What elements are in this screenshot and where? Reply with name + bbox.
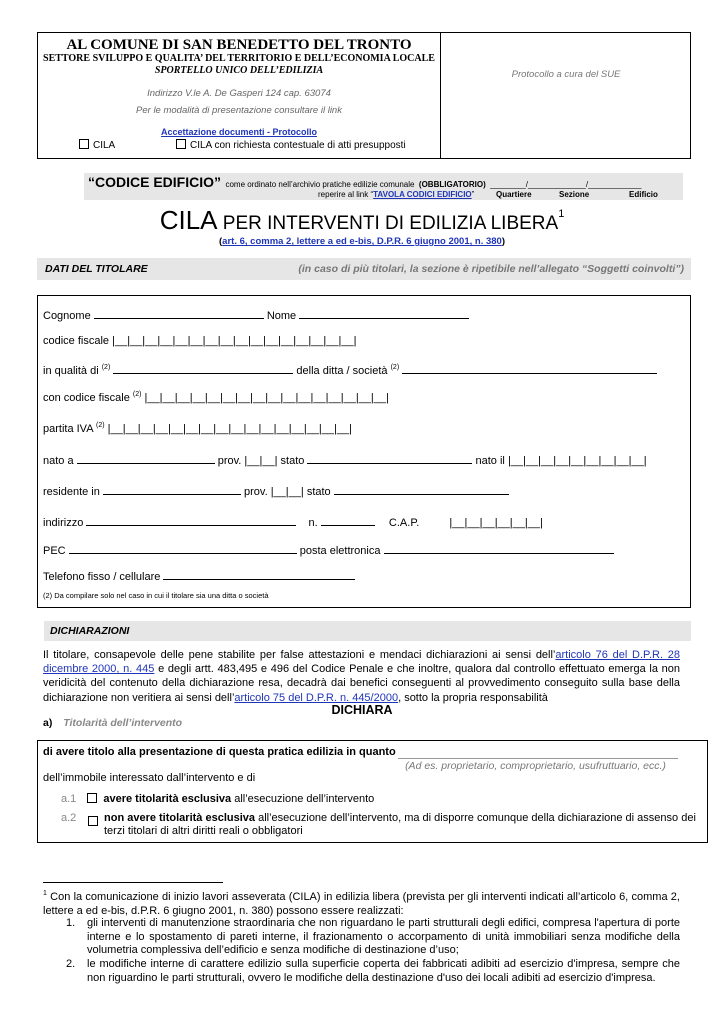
footnote-item1-num: 1. xyxy=(66,917,76,929)
codice-fiscale-input[interactable]: |__|__|__|__|__|__|__|__|__|__|__|__|__|__|__|__| xyxy=(112,335,357,347)
col-quartiere: Quartiere xyxy=(496,190,532,199)
footnote-item1: gli interventi di manutenzione straordinaria che non riguardano le parti strutturali degli edifici, compresa l'apertura di porte interne e lo spostamento di pareti interne, il frazionamento o accorpamento di unità immobiliari senza modifiche della volumetria complessiva dell’edificio e senza modifiche di destinazione d’uso; xyxy=(87,917,680,956)
header-office: SPORTELLO UNICO DELL’EDILIZIA xyxy=(154,65,324,76)
page-title: CILA PER INTERVENTI DI EDILIZIA LIBERA$^1$ xyxy=(159,205,565,235)
row-con-cf: con codice fiscale $^{(2)}$ |__|__|__|__|__|__|__|__|__|__|__|__|__|__|__|__| xyxy=(43,391,389,404)
form-footnote: (2) Da compilare solo nel caso in cui il titolare sia una ditta o società xyxy=(43,591,269,600)
footnote-item2: le modifiche interne di carattere edilizio sulla superficie coperta dei fabbricati adibiti ad esercizio d'impresa, sempre che non riguardino le parti strutturali, ovvero le modifiche della destinazione d'uso dei locali adibiti ad esercizio d'impresa. xyxy=(87,958,680,984)
cila-checkbox[interactable] xyxy=(79,139,89,149)
stato-residenza-input[interactable] xyxy=(334,484,509,495)
header-address: Indirizzo V.le A. De Gasperi 124 cap. 63074 xyxy=(147,88,331,99)
stato-nascita-input[interactable] xyxy=(307,453,472,464)
footnote-separator xyxy=(43,882,223,883)
a1-checkbox[interactable] xyxy=(87,793,97,803)
col-edificio: Edificio xyxy=(629,190,658,199)
codice-desc: come ordinato nell’archivio pratiche edilizie comunale xyxy=(225,180,415,189)
option-a1[interactable]: a.1 avere titolarità esclusiva all’esecuzione dell’intervento xyxy=(61,793,375,805)
data-nascita-input[interactable]: |__|__|__|__|__|__|__|__|__| xyxy=(507,455,647,467)
a2-num: a.2 xyxy=(61,812,77,824)
prov-residenza-input[interactable]: |__|__| xyxy=(270,486,304,498)
header-link-wrap xyxy=(38,122,440,140)
acceptance-link[interactable]: Accettazione documenti - Protocollo xyxy=(160,127,317,137)
cap-input[interactable]: |__|__|__|__|__|__| xyxy=(449,517,543,529)
row-residenza: residente in prov. |__|__| stato xyxy=(43,484,509,498)
cognome-input[interactable] xyxy=(94,308,264,319)
header-modalities: Per le modalità di presentazione consultare il link xyxy=(136,105,342,116)
title-reference: (art. 6, comma 2, lettere a ed e-bis, D.P.R. 6 giugno 2001, n. 380) xyxy=(219,236,505,247)
dati-note: (in caso di più titolari, la sezione è ripetibile nell’allegato “Soggetti coinvolti”) xyxy=(298,263,684,275)
tavola-link[interactable]: TAVOLA CODICI EDIFICIO xyxy=(373,190,472,199)
dichiarazioni-bar xyxy=(44,621,691,641)
titolo-line1: di avere titolo alla presentazione di questa pratica edilizia in quanto xyxy=(43,746,396,758)
a2-checkbox-wrap[interactable] xyxy=(88,812,102,830)
qualita-input[interactable] xyxy=(113,363,293,374)
ditta-input[interactable] xyxy=(402,363,657,374)
telefono-input[interactable] xyxy=(163,569,355,580)
row-pec: PEC posta elettronica xyxy=(43,543,614,557)
dichiarazioni-heading: DICHIARAZIONI xyxy=(50,625,130,637)
dichiara-heading: DICHIARA xyxy=(331,703,393,717)
titolo-line2: dell’immobile interessato dall’intervento e di xyxy=(43,772,256,784)
footnote-intro: $^1$ Con la comunicazione di inizio lavori asseverata (CILA) in edilizia libera (prevista per gli interventi indicati all’articolo 6, comma 2, lettere a ed e-bis, d.P.R. 6 giugno 2001, n. 380) possono essere realizzati: xyxy=(43,890,680,917)
codice-reperire: reperire al link “TAVOLA CODICI EDIFICIO” xyxy=(318,190,475,199)
prov-nascita-input[interactable]: |__|__| xyxy=(244,455,278,467)
check-cila-row[interactable]: CILA xyxy=(79,139,115,151)
row-telefono: Telefono fisso / cellulare xyxy=(43,569,355,583)
art76-link[interactable]: articolo 76 del D.P.R. 28 dicembre 2000, n. 445 xyxy=(43,649,681,676)
email-input[interactable] xyxy=(384,543,614,554)
a2-checkbox[interactable] xyxy=(88,816,98,826)
option-a2[interactable]: non avere titolarità esclusiva all’esecuzione dell’intervento, ma di disporre comunque della dichiarazione di assenso dei terzi titolari di altri diritti reali o obbligatori xyxy=(104,812,696,837)
nato-a-input[interactable] xyxy=(77,453,215,464)
row-indirizzo: indirizzo n. C.A.P. |__|__|__|__|__|__| xyxy=(43,517,543,529)
indirizzo-input[interactable] xyxy=(86,515,296,526)
codice-label: “CODICE EDIFICIO” xyxy=(88,174,222,190)
cila-contestuale-checkbox[interactable] xyxy=(176,139,186,149)
check-cila-contestuale-row[interactable]: CILA con richiesta contestuale di atti presupposti xyxy=(176,139,406,151)
col-sezione: Sezione xyxy=(559,190,590,199)
codice-obbl: (OBBLIGATORIO) xyxy=(418,180,486,189)
section-a: a) Titolarità dell’intervento xyxy=(43,717,183,729)
residente-input[interactable] xyxy=(103,484,241,495)
art75-link[interactable]: articolo 75 del D.P.R. n. 445/2000 xyxy=(234,691,399,704)
dichiarazioni-text: Il titolare, consapevole delle pene stabilite per false attestazioni e mendaci dichiarazioni ai sensi dell’articolo 76 del D.P.R. 28 dicembre 2000, n. 445 e degli artt. 483,495 e 496 del Codice Penale e che inoltre, qualora dal controllo effettuato emerga la non veridicità del contenuto della dichiarazione resa, decadrà dai benefici conseguenti al provvedimento conseguito sulla base della dichiarazione non veritiera ai sensi dell’articolo 75 del D.P.R. n. 445/2000, sotto la propria responsabilità xyxy=(43,649,681,704)
header-title: AL COMUNE DI SAN BENEDETTO DEL TRONTO xyxy=(66,37,412,53)
civico-input[interactable] xyxy=(321,515,375,526)
row-qualita: in qualità di $^{(2)}$ della ditta / società $^{(2)}$ xyxy=(43,363,657,377)
row-codice-fiscale: codice fiscale |__|__|__|__|__|__|__|__|__|__|__|__|__|__|__|__| xyxy=(43,335,357,347)
codice-fill[interactable]: ________/_____________/____________ xyxy=(490,180,642,189)
partita-iva-input[interactable]: |__|__|__|__|__|__|__|__|__|__|__|__|__|__|__|__| xyxy=(107,423,352,435)
titolo-hint: (Ad es. proprietario, comproprietario, usufruttuario, ecc.) xyxy=(405,760,666,772)
titolo-input[interactable] xyxy=(398,758,678,759)
row-nascita: nato a prov. |__|__| stato nato il |__|__|__|__|__|__|__|__|__| xyxy=(43,455,647,467)
row-cognome: Cognome Nome xyxy=(43,308,469,322)
protocol-note: Protocollo a cura del SUE xyxy=(511,69,621,80)
footnote-item2-num: 2. xyxy=(66,958,76,970)
art6-link[interactable]: art. 6, comma 2, lettere a ed e-bis, D.P.R. 6 giugno 2001, n. 380 xyxy=(222,236,502,247)
header-divider xyxy=(440,32,441,159)
dati-heading: DATI DEL TITOLARE xyxy=(45,263,148,275)
row-partita-iva: partita IVA $^{(2)}$ |__|__|__|__|__|__|__|__|__|__|__|__|__|__|__|__| xyxy=(43,422,352,435)
ditta-cf-input[interactable]: |__|__|__|__|__|__|__|__|__|__|__|__|__|__|__|__| xyxy=(144,392,389,404)
header-sector: SETTORE SVILUPPO E QUALITA’ DEL TERRITORIO E DELL’ECONOMIA LOCALE xyxy=(43,53,435,64)
pec-input[interactable] xyxy=(69,543,297,554)
nome-input[interactable] xyxy=(299,308,469,319)
